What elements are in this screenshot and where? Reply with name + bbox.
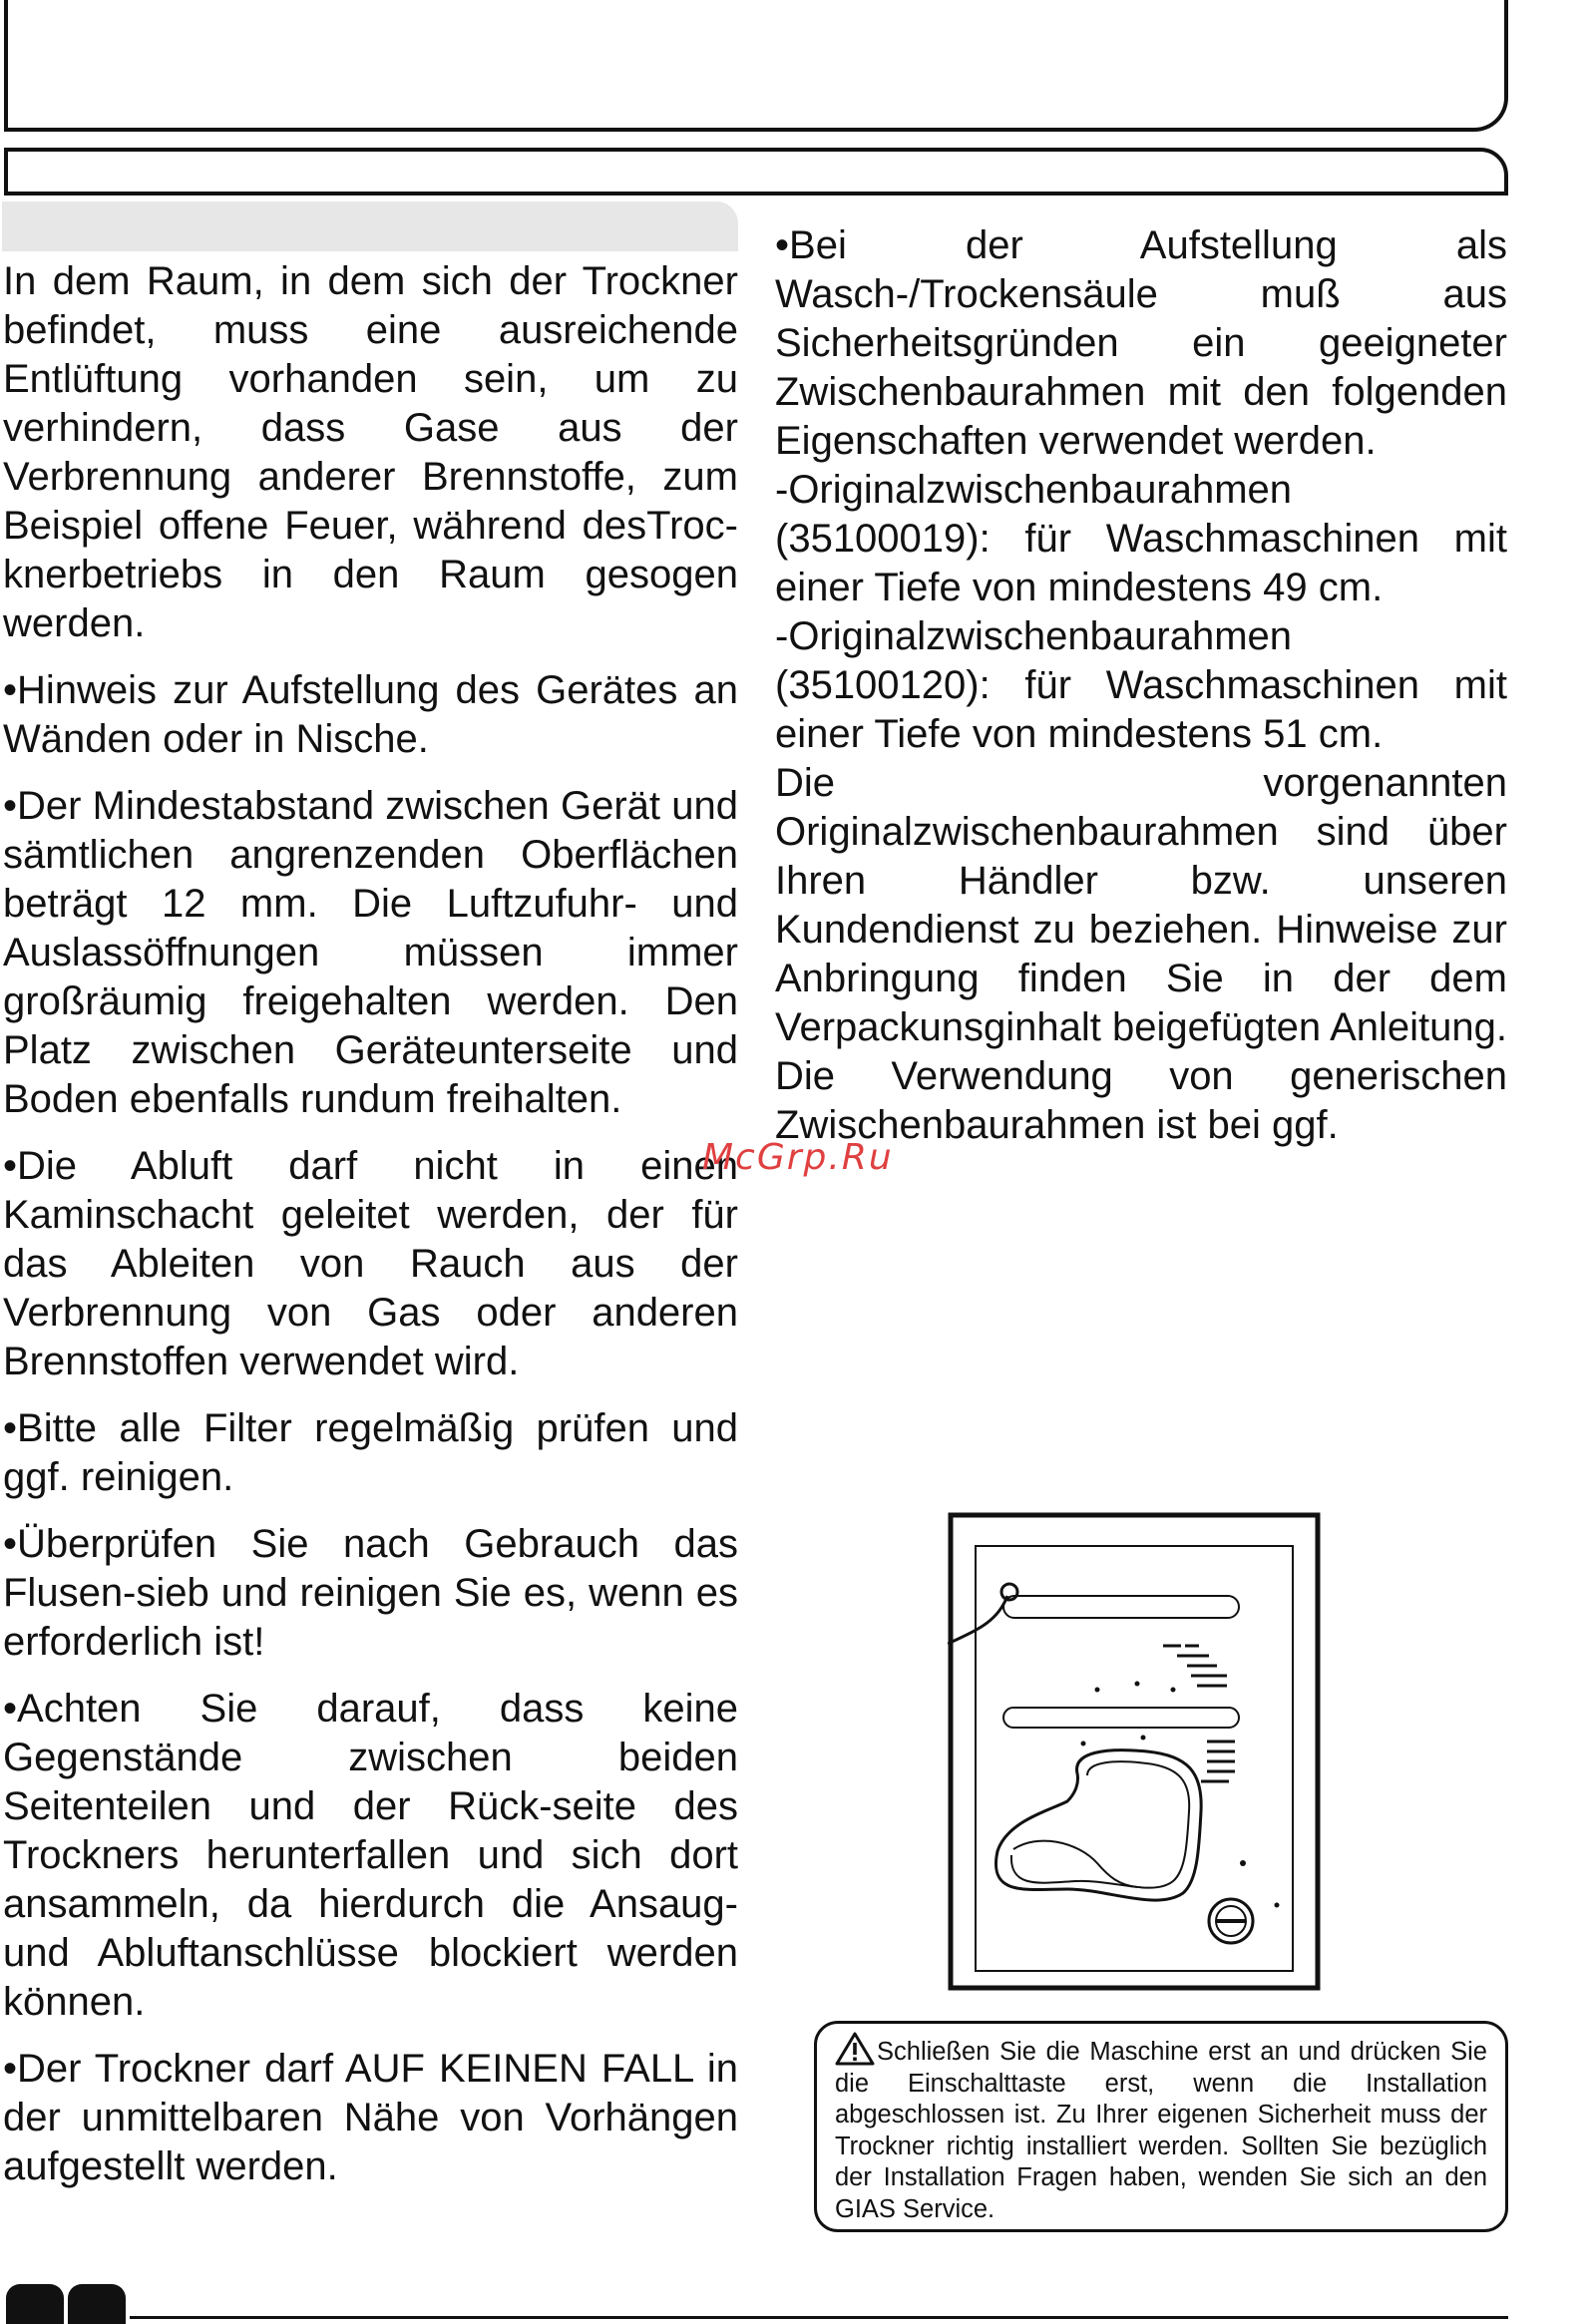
section-heading-tab	[2, 201, 738, 251]
bullet-filters	[3, 1404, 738, 1502]
frame-option-35100019: -Originalzwischenbaurahmen (35100019): für Waschmaschinen mit einer Tiefe von mindestens 49 cm.	[775, 468, 1507, 609]
bullet-text: Die Abluft darf nicht in einen Kaminschacht geleitet werden, der für das Ableiten von Rauch aus der Verbrennung von Gas oder anderen Brennstoffen verwendet wird.	[3, 1144, 738, 1383]
bullet-curtains	[3, 2045, 738, 2191]
bullet-wall-niche	[3, 666, 738, 764]
frame-option-35100120: -Originalzwischenbaurahmen (35100120): für Waschmaschinen mit einer Tiefe von mindestens 51 cm.	[775, 614, 1507, 756]
bullet-text: Bitte alle Filter regelmäßig prüfen und ggf. reinigen.	[3, 1406, 738, 1499]
page-number-block-right	[68, 2284, 126, 2324]
bullet-objects-falling	[3, 1685, 738, 2027]
watermark: McGrp.Ru	[702, 1137, 894, 1178]
bullet-text: Achten Sie darauf, dass keine Gegenstände zwischen beiden Seitenteilen und der Rück-seite des Trockners herunterfallen und sich dort ansammeln, da hierdurch die Ansaug- und Abluftanschlüsse blockiert werden können.	[3, 1687, 738, 2024]
bullet-text: Hinweis zur Aufstellung des Gerätes an Wänden oder in Nische.	[3, 668, 738, 761]
ventilation-paragraph: In dem Raum, in dem sich der Trockner befindet, muss eine ausreichende Entlüftung vorhanden sein, um zu verhindern, dass Gase aus der Verbrennung anderer Brennstoffe, zum Beispiel offene Feuer, während desTroc-knerbetriebs in den Raum gesogen werden.	[3, 259, 738, 645]
installation-warning-box	[814, 2021, 1508, 2232]
footer-rule	[130, 2316, 1508, 2319]
bullet-lint-filter	[3, 1520, 738, 1667]
bullet-text: Der Mindestabstand zwischen Gerät und sämtlichen angrenzenden Oberflächen beträgt 12 mm. Die Luftzufuhr- und Auslassöffnungen müssen immer großräumig freigehalten werden. Den Platz zwischen Geräteunterseite und Boden ebenfalls rundum freihalten.	[3, 784, 738, 1121]
header-title-box	[4, 0, 1508, 132]
bullet-text: Überprüfen Sie nach Gebrauch das Flusen-sieb und reinigen Sie es, wenn es erforderlich ist!	[3, 1522, 738, 1664]
warning-text: Schließen Sie die Maschine erst an und drücken Sie die Einschalttaste erst, wenn die Installation abgeschlossen ist. Zu Ihrer eigenen Sicherheit muss der Trockner richtig installiert werden. Sollten Sie bezüglich der Installation Fragen haben, wenden Sie sich an den GIAS Service.	[835, 2038, 1487, 2223]
bullet-exhaust-air	[3, 1142, 738, 1386]
bullet-stacking-kit	[775, 221, 1507, 466]
bullet-minimum-distance	[3, 782, 738, 1124]
header-subtitle-box	[4, 148, 1508, 195]
right-text-column	[775, 221, 1507, 1150]
bullet-text: Bei der Aufstellung als Wasch-/Trockensäule muß aus Sicherheitsgründen ein geeigneter Zwischenbaurahmen mit den folgenden Eigenschaften verwendet werden.	[775, 223, 1507, 463]
warning-triangle-icon	[835, 2032, 875, 2066]
page-number-block-left	[6, 2284, 64, 2324]
bullet-text: Der Trockner darf AUF KEINEN FALL in der unmittelbaren Nähe von Vorhängen aufgestellt werden.	[3, 2047, 738, 2188]
frame-availability-paragraph: Die vorgenannten Originalzwischenbaurahmen sind über Ihren Händler bzw. unseren Kundendienst zu beziehen. Hinweise zur Anbringung finden Sie in der dem Verpackunsginhalt beigefügten Anleitung. Die Verwendung von generischen Zwischenbaurahmen ist bei ggf.	[775, 761, 1507, 1147]
tumble-dryer-illustration	[948, 1512, 1321, 1991]
left-text-column	[3, 257, 738, 2191]
